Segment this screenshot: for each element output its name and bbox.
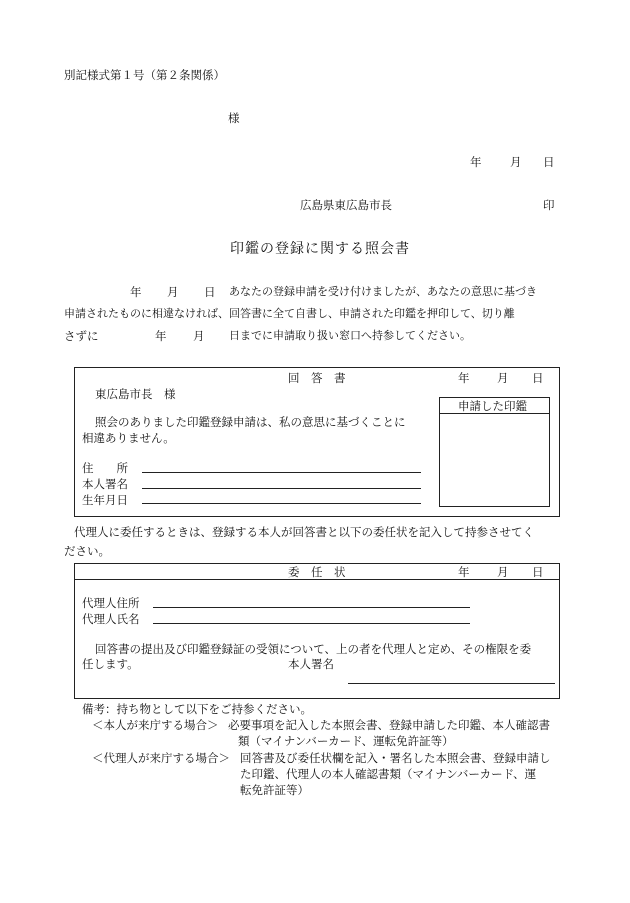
signature-label: 本人署名 [82, 477, 128, 491]
remarks-proxy-text-line3: 転免許証等） [240, 783, 309, 797]
addressee-suffix: 様 [228, 111, 240, 125]
page-title: 印鑑の登録に関する照会書 [230, 241, 410, 257]
proxy-address-field[interactable] [153, 607, 470, 608]
remarks-proxy-label: ＜代理人が来庁する場合＞ [92, 751, 230, 765]
address-label: 住 所 [82, 461, 128, 475]
intro-year: 年 [130, 285, 142, 299]
intro-month: 月 [167, 285, 179, 299]
proxy-name-field[interactable] [153, 623, 470, 624]
top-date-year: 年 [470, 155, 482, 169]
intro-line3-prefix: さずに [64, 329, 99, 343]
delegation-signature-label: 本人署名 [288, 657, 334, 671]
proxy-note-line2: ださい。 [64, 544, 110, 558]
remarks-self-label: ＜本人が来庁する場合＞ [92, 718, 219, 732]
answer-date-month: 月 [497, 371, 509, 385]
remarks-self-text-line1: 必要事項を記入した本照会書、登録申請した印鑑、本人確認書 [228, 718, 550, 732]
answer-heading: 回 答 書 [288, 371, 346, 385]
delegation-statement-line2: 任します。 [82, 657, 139, 671]
top-date-month: 月 [510, 155, 522, 169]
intro-line2: 申請されたものに相違なければ、回答書に全て自書し、申請された印鑑を押印して、切り離 [64, 307, 515, 320]
remarks-self-text-line2: 類（マイナンバーカード、運転免許証等） [238, 734, 454, 748]
answer-statement-line1: 照会のありました印鑑登録申請は、私の意思に基づくことに [95, 415, 406, 429]
remarks-proxy-text-line2: た印鑑、代理人の本人確認書類（マイナンバーカード、運 [240, 767, 537, 781]
answer-date-year: 年 [458, 371, 470, 385]
proxy-address-label: 代理人住所 [82, 596, 140, 610]
intro-line3-year: 年 [155, 329, 167, 343]
intro-line1-text: あなたの登録申請を受け付けましたが、あなたの意思に基づき [229, 285, 537, 298]
birthdate-label: 生年月日 [82, 493, 128, 507]
remarks-proxy-text-line1: 回答書及び委任状欄を記入・署名した本照会書、登録申請し [240, 751, 551, 765]
signature-field[interactable] [142, 488, 421, 489]
issuer: 広島県東広島市長 [300, 198, 392, 212]
delegation-statement-line1: 回答書の提出及び印鑑登録証の受領について、上の者を代理人と定め、その権限を委 [95, 642, 532, 656]
delegation-date-month: 月 [497, 565, 509, 579]
form-number: 別記様式第１号（第２条関係） [64, 68, 225, 82]
proxy-note-line1: 代理人に委任するときは、登録する本人が回答書と以下の委任状を記入して持参させてく [74, 525, 534, 539]
top-date-day: 日 [543, 155, 555, 169]
answer-date-day: 日 [532, 371, 544, 385]
delegation-signature-field[interactable] [348, 683, 555, 684]
intro-day: 日 [204, 285, 216, 299]
intro-line3-text: 日までに申請取り扱い窓口へ持参してください。 [229, 329, 471, 342]
birthdate-field[interactable] [142, 503, 421, 504]
answer-to: 東広島市長 様 [95, 387, 176, 401]
remarks-heading: 備考：持ち物として以下をご持参ください。 [82, 702, 312, 716]
delegation-date-day: 日 [532, 565, 544, 579]
answer-statement-line2: 相違ありません。 [82, 431, 175, 445]
intro-line3-month: 月 [193, 329, 205, 343]
proxy-name-label: 代理人氏名 [82, 612, 140, 626]
delegation-box [74, 563, 560, 699]
address-field[interactable] [142, 472, 421, 473]
delegation-date-year: 年 [458, 565, 470, 579]
seal-label: 申請した印鑑 [458, 399, 527, 413]
delegation-heading: 委 任 状 [288, 565, 346, 579]
issuer-seal: 印 [543, 198, 555, 212]
